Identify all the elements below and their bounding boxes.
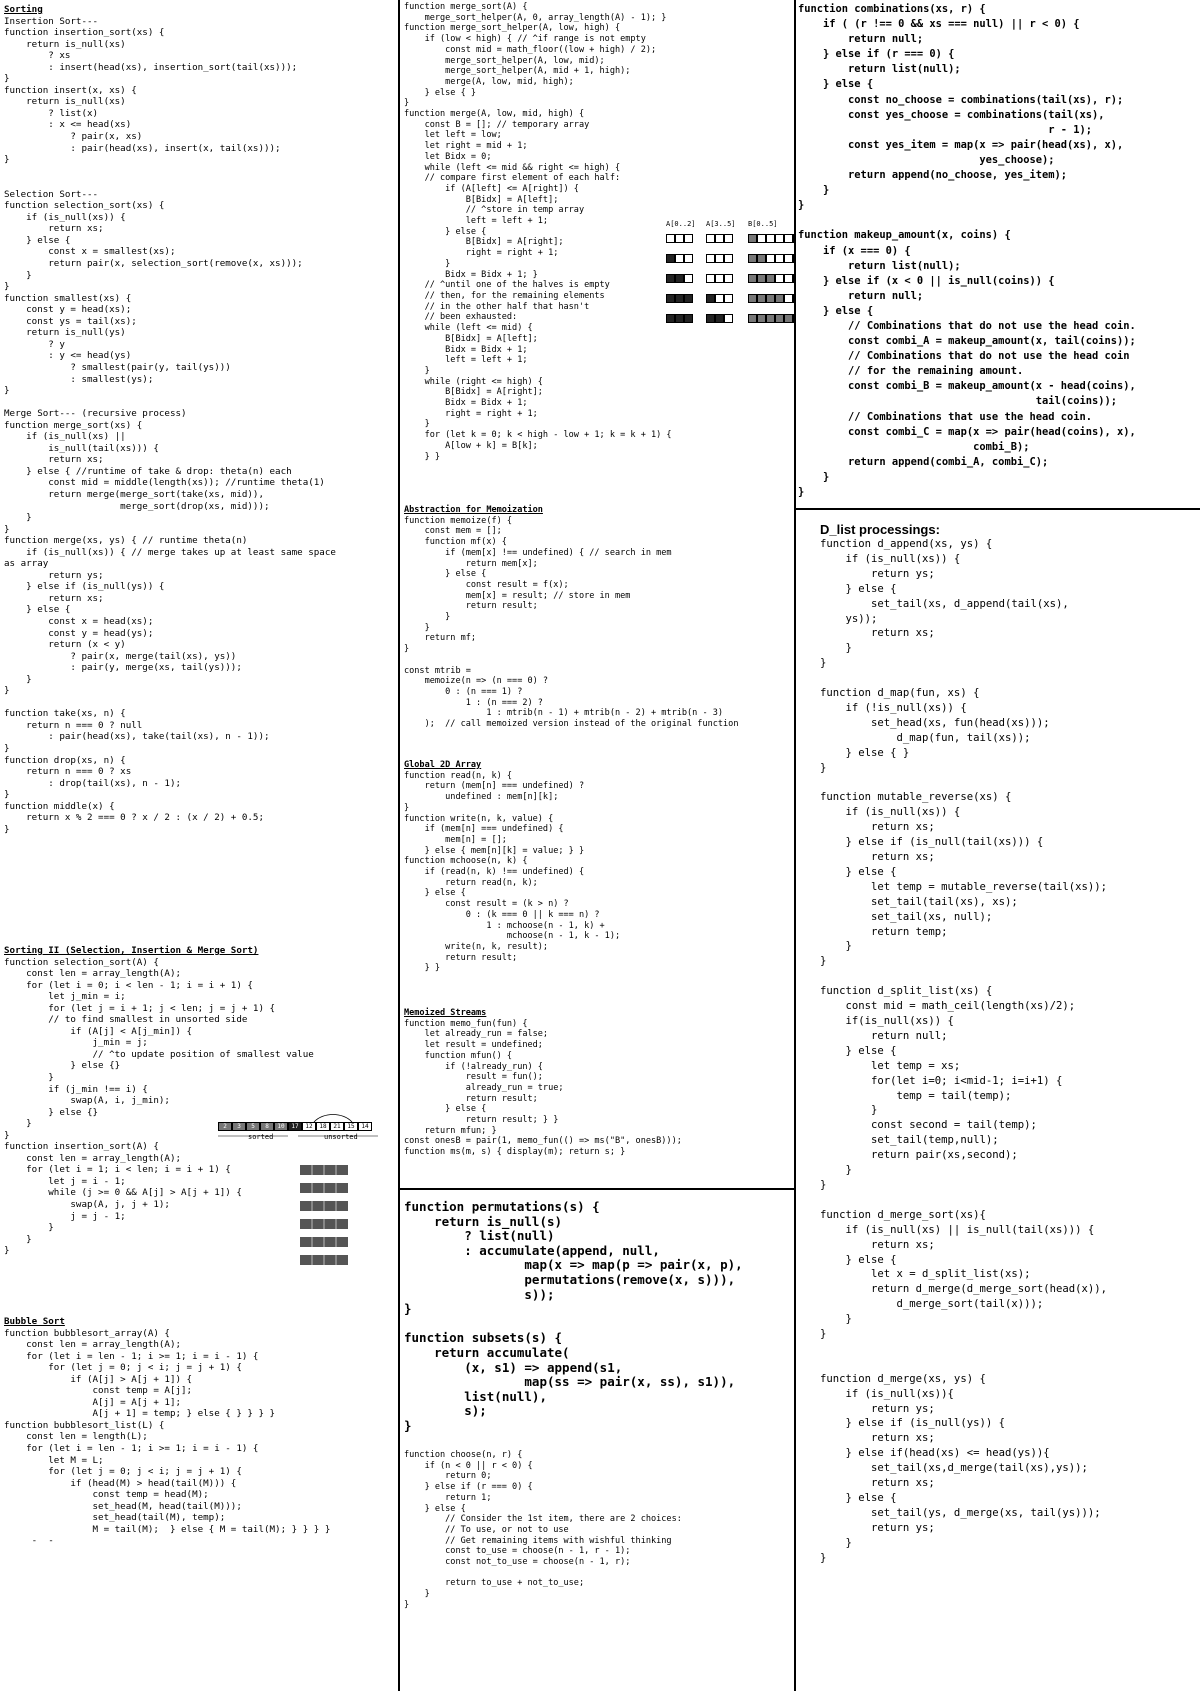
merge-figure — [666, 220, 794, 360]
column-divider-1 — [398, 0, 400, 1691]
merge-cell — [784, 294, 793, 303]
sorting2-heading: Sorting II (Selection, Insertion & Merge Sort) — [4, 945, 259, 956]
merge-cell — [775, 274, 784, 283]
memo-heading: Abstraction for Memoization — [404, 505, 543, 515]
merge-cell — [793, 314, 794, 323]
array-cell: 3 — [232, 1122, 246, 1131]
merge-cell — [684, 294, 693, 303]
combinations-code: function combinations(xs, r) { if ( (r !== 0 && xs === null) || r < 0) { return null; } else if (r === 0) { return list(null); } else { const no_choose = combinations(tail(xs), r); const yes_choose = combinations(tail(xs), r - 1); const yes_item = map(x => pair(head(xs), x), yes_choose); return append(no_choose, yes_item); } } function makeup_amount(x, coins) { if (x === 0) { return list(null); } else if (x < 0 || is_null(coins)) { return null; } else { // Combinations that do not use the head coin. const combi_A = makeup_amount(x, tail(coins)); // Combinations that do not use the head coin // for the remaining amount. const combi_B = makeup_amount(x - head(coins), tail(coins)); // Combinations that use the head coin. const combi_C = map(x => pair(head(coins), x), combi_B); return append(combi_A, combi_C); } } — [798, 3, 1136, 498]
merge-cell — [766, 314, 775, 323]
sorted-label: sorted — [248, 1133, 274, 1141]
merge-cell — [666, 314, 675, 323]
merge-cell — [706, 314, 715, 323]
perms-subsets-code: function permutations(s) { return is_null(s) ? list(null) : accumulate(append, null, map(x => map(p => pair(x, p), permutations(remove(x, s))), s)); } function subsets(s) { return accumulate( (x, s1) => append(s1, map(ss => pair(x, ss), s1)), list(null), s); } — [404, 1199, 743, 1433]
bubble-heading: Bubble Sort — [4, 1316, 65, 1327]
fig-label-a-right: A[3..5] — [706, 220, 736, 228]
merge-cell — [757, 274, 766, 283]
merge-cell — [684, 274, 693, 283]
merge-cell — [784, 234, 793, 243]
array-cell: 14 — [358, 1122, 372, 1131]
array-cell: 15 — [344, 1122, 358, 1131]
merge-cell — [666, 234, 675, 243]
merge-cell — [675, 274, 684, 283]
merge-cell — [715, 254, 724, 263]
merge-cell — [706, 254, 715, 263]
merge-cell — [748, 274, 757, 283]
sorting-heading: Sorting — [4, 4, 43, 15]
merge-cell — [766, 234, 775, 243]
memostreams-heading: Memoized Streams — [404, 1008, 487, 1018]
merge-cell — [715, 314, 724, 323]
merge-cell — [793, 294, 794, 303]
column-3 — [798, 0, 1196, 1691]
merge-cell — [724, 274, 733, 283]
array-cell: 12 — [302, 1122, 316, 1131]
array-cell: 2 — [218, 1122, 232, 1131]
array-cell: 17 — [288, 1122, 302, 1131]
merge-cell — [757, 294, 766, 303]
merge-cell — [757, 254, 766, 263]
merge-array-code: function merge_sort(A) { merge_sort_helper(A, 0, array_length(A) - 1); } function merge_sort_helper(A, low, high) { if (low < high) { // ^if range is not empty const mid = math_floor((low + high) / 2); merge_sort_helper(A, low, mid); merge_sort_helper(A, mid + 1, high); merge(A, low, mid, high); } else { } } function merge(A, low, mid, high) { const B = []; // temporary array let left = low; let right = mid + 1; let Bidx = 0; while (left <= mid && right <= high) { // compare first element of each half: if (A[left] <= A[right]) { B[Bidx] = A[left]; // ^store in temp array left = left + 1; } else { B[Bidx] = A[right]; right = right + 1; } Bidx = Bidx + 1; } // ^until one of the halves is empty // then, for the remaining elements // in the other half that hasn't // been exhausted: while (left <= mid) { B[Bidx] = A[left]; Bidx = Bidx + 1; left = left + 1; } while (right <= high) { B[Bidx] = A[right]; Bidx = Bidx + 1; right = right + 1; } for (let k = 0; k < high - low + 1; k = k + 1) { A[low + k] = B[k]; } } — [404, 2, 672, 462]
merge-cell — [775, 314, 784, 323]
sorting2-code: function selection_sort(A) { const len = array_length(A); for (let i = 0; i < len - 1; i = i + 1) { let j_min = i; for (let j = i + 1; j < len; j = j + 1) { // to find smallest in unsorted side if (A[j] < A[j_min]) { j_min = j; // ^to update position of smallest value } else {} } if (j_min !== i) { swap(A, i, j_min); } else {} } } function insertion_sort(A) { const len = array_length(A); for (let i = 1; i < len; i = i + 1) { let j = i - 1; while (j >= 0 && A[j] > A[j + 1]) { swap(A, j, j + 1); j = j - 1; } } } — [4, 956, 314, 1257]
merge-cell — [757, 314, 766, 323]
merge-cell — [675, 314, 684, 323]
sorting-code: Insertion Sort--- function insertion_sort(xs) { return is_null(xs) ? xs : insert(head(xs), insertion_sort(tail(xs))); } function insert(x, xs) { return is_null(xs) ? list(x) : x <= head(xs) ? pair(x, xs) : pair(head(xs), insert(x, tail(xs))); } Selection Sort--- function selection_sort(xs) { if (is_null(xs)) { return xs; } else { const x = smallest(xs); return pair(x, selection_sort(remove(x, xs))); } } function smallest(xs) { const y = head(xs); const ys = tail(xs); return is_null(ys) ? y : y <= head(ys) ? smallest(pair(y, tail(ys))) : smallest(ys); } Merge Sort--- (recursive process) function merge_sort(xs) { if (is_null(xs) || is_null(tail(xs))) { return xs; } else { //runtime of take & drop: theta(n) each const mid = middle(length(xs)); //runtime theta(1) return merge(merge_sort(take(xs, mid)), merge_sort(drop(xs, mid))); } } function merge(xs, ys) { // runtime theta(n) if (is_null(xs)) { // merge takes up at least same space as array return ys; } else if (is_null(ys)) { return xs; } else { const x = head(xs); const y = head(ys); return (x < y) ? pair(x, merge(tail(xs), ys)) : pair(y, merge(xs, tail(ys))); } } function take(xs, n) { return n === 0 ? null : pair(head(xs), take(tail(xs), n - 1)); } function drop(xs, n) { return n === 0 ? xs : drop(tail(xs), n - 1); } function middle(x) { return x % 2 === 0 ? x / 2 : (x / 2) + 0.5; } — [4, 15, 336, 835]
column-2 — [404, 0, 794, 1691]
merge-cell — [675, 294, 684, 303]
merge-cell — [766, 274, 775, 283]
array-cell: 5 — [246, 1122, 260, 1131]
merge-cell — [793, 274, 794, 283]
merge-cell — [706, 234, 715, 243]
array-cell: 8 — [260, 1122, 274, 1131]
merge-cell — [784, 274, 793, 283]
column-1 — [4, 0, 394, 1691]
merge-cell — [666, 274, 675, 283]
merge-cell — [748, 294, 757, 303]
choose-code: function choose(n, r) { if (n < 0 || r < 0) { return 0; } else if (r === 0) { return 1; } else { // Consider the 1st item, there are 2 choices: // To use, or not to use // Get remaining items with wishful thinking const to_use = choose(n - 1, r - 1); const not_to_use = choose(n - 1, r); return to_use + not_to_use; } } — [404, 1450, 682, 1610]
merge-cell — [775, 234, 784, 243]
fig-label-a-left: A[0..2] — [666, 220, 696, 228]
merge-cell — [724, 254, 733, 263]
merge-cell — [684, 314, 693, 323]
merge-cell — [706, 294, 715, 303]
merge-cell — [748, 314, 757, 323]
memo-code: function memoize(f) { const mem = []; function mf(x) { if (mem[x] !== undefined) { // search in mem return mem[x]; } else { const result = f(x); mem[x] = result; // store in mem return result; } } return mf; } const mtrib = memoize(n => (n === 0) ? 0 : (n === 1) ? 1 : (n === 2) ? 1 : mtrib(n - 1) + mtrib(n - 2) + mtrib(n - 3) ); // call memoized version instead of the original function — [404, 515, 739, 730]
merge-cell — [724, 234, 733, 243]
merge-cell — [784, 314, 793, 323]
merge-cell — [784, 254, 793, 263]
merge-cell — [724, 294, 733, 303]
array-cell: 18 — [316, 1122, 330, 1131]
merge-cell — [748, 234, 757, 243]
array-cell: 21 — [330, 1122, 344, 1131]
column-divider-2 — [794, 0, 796, 1691]
merge-cell — [766, 294, 775, 303]
merge-cell — [775, 294, 784, 303]
merge-cell — [724, 314, 733, 323]
dlist-heading: D_list processings: — [820, 522, 940, 537]
merge-cell — [748, 254, 757, 263]
merge-cell — [775, 254, 784, 263]
selection-sort-figure — [218, 1110, 384, 1140]
merge-cell — [684, 234, 693, 243]
array-cell: 10 — [274, 1122, 288, 1131]
merge-cell — [766, 254, 775, 263]
global2d-code: function read(n, k) { return (mem[n] === undefined) ? undefined : mem[n][k]; } function write(n, k, value) { if (mem[n] === undefined) { mem[n] = []; } else { mem[n][k] = value; } } function mchoose(n, k) { if (read(n, k) !== undefined) { return read(n, k); } else { const result = (k > n) ? 0 : (k === 0 || k === n) ? 1 : mchoose(n - 1, k) + mchoose(n - 1, k - 1); write(n, k, result); return result; } } — [404, 770, 621, 974]
merge-cell — [684, 254, 693, 263]
dlist-code: function d_append(xs, ys) { if (is_null(xs)) { return ys; } else { set_tail(xs, d_append(tail(xs), ys)); return xs; } } function d_map(fun, xs) { if (!is_null(xs)) { set_head(xs, fun(head(xs))); d_map(fun, tail(xs)); } else { } } function mutable_reverse(xs) { if (is_null(xs)) { return xs; } else if (is_null(tail(xs))) { return xs; } else { let temp = mutable_reverse(tail(xs)); set_tail(tail(xs), xs); set_tail(xs, null); return temp; } } function d_split_list(xs) { const mid = math_ceil(length(xs)/2); if(is_null(xs)) { return null; } else { let temp = xs; for(let i=0; i<mid-1; i=i+1) { temp = tail(temp); } const second = tail(temp); set_tail(temp,null); return pair(xs,second); } } function d_merge_sort(xs){ if (is_null(xs) || is_null(tail(xs))) { return xs; } else { let x = d_split_list(xs); return d_merge(d_merge_sort(head(x)), d_merge_sort(tail(x))); } } function d_merge(xs, ys) { if (is_null(xs)){ return ys; } else if (is_null(ys)) { return xs; } else if(head(xs) <= head(ys)){ set_tail(xs,d_merge(tail(xs),ys)); return xs; } else { set_tail(ys, d_merge(xs, tail(ys))); return ys; } } — [820, 538, 1108, 1564]
global2d-heading: Global 2D Array — [404, 760, 482, 770]
merge-cell — [793, 254, 794, 263]
merge-cell — [675, 254, 684, 263]
merge-cell — [757, 234, 766, 243]
merge-cell — [666, 294, 675, 303]
insertion-sort-figure — [300, 1165, 352, 1275]
merge-cell — [715, 234, 724, 243]
merge-cell — [675, 234, 684, 243]
merge-cell — [666, 254, 675, 263]
unsorted-label: unsorted — [324, 1133, 358, 1141]
merge-cell — [706, 274, 715, 283]
bubble-code: function bubblesort_array(A) { const len = array_length(A); for (let i = len - 1; i >= 1; i = i - 1) { for (let j = 0; j < i; j = j + 1) { if (A[j] > A[j + 1]) { const temp = A[j]; A[j] = A[j + 1]; A[j + 1] = temp; } else { } } } } function bubblesort_list(L) { const len = length(L); for (let i = len - 1; i >= 1; i = i - 1) { let M = L; for (let j = 0; j < i; j = j + 1) { if (head(M) > head(tail(M))) { const temp = head(M); set_head(M, head(tail(M))); set_head(tail(M), temp); M = tail(M); } else { M = tail(M); } } } } - - — [4, 1327, 331, 1547]
memostreams-code: function memo_fun(fun) { let already_run = false; let result = undefined; function mfun() { if (!already_run) { result = fun(); already_run = true; return result; } else { return result; } } return mfun; } const onesB = pair(1, memo_fun(() => ms("B", onesB))); function ms(m, s) { display(m); return s; } — [404, 1018, 682, 1158]
fig-label-b: B[0..5] — [748, 220, 778, 228]
merge-cell — [793, 234, 794, 243]
merge-cell — [715, 274, 724, 283]
merge-cell — [715, 294, 724, 303]
